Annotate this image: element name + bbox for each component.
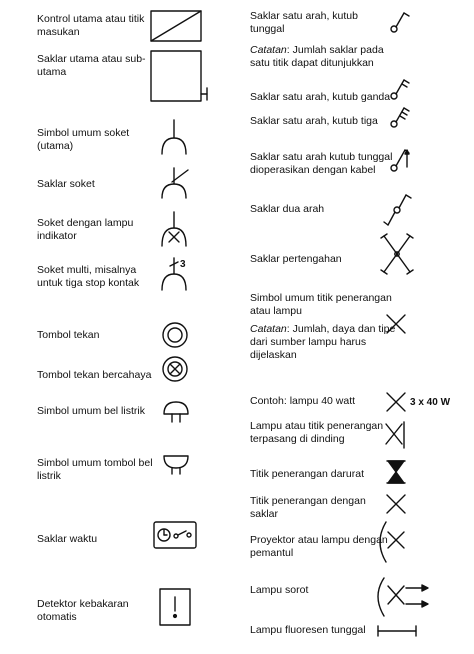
socket-multi-symbol	[160, 256, 196, 292]
wall-lamp-symbol	[384, 420, 410, 452]
push-button-lit-symbol	[162, 355, 188, 383]
note-switch-count-text: : Jumlah saklar pada satu titik dapat ditunjukkan	[250, 44, 384, 69]
intermediate-symbol	[378, 232, 416, 276]
lighting-point-symbol	[384, 312, 408, 336]
example-lamp-symbol	[384, 390, 408, 414]
label-fire-detector: Detektor kebakaran otomatis	[37, 598, 129, 623]
label-emergency: Titik penerangan darurat	[250, 468, 365, 480]
note-switch-count	[250, 44, 384, 70]
label-socket-general: Simbol umum soket (utama)	[37, 127, 130, 152]
lamp-switch-symbol	[384, 492, 408, 516]
socket-multi-count: 3	[180, 259, 186, 270]
label-two-way: Saklar dua arah	[250, 203, 325, 215]
label-socket-multi: Soket multi, misalnya untuk tiga stop kontak	[37, 264, 140, 289]
timer-symbol	[152, 520, 198, 550]
two-way-symbol	[383, 192, 413, 228]
label-buzzer: Simbol umum tombol bel listrik	[37, 457, 153, 482]
label-wall-lamp: Lampu atau titik penerangan terpasang di dinding	[250, 420, 384, 445]
note-lamp-text: : Jumlah, daya dan tipe dari sumber lampu harus dijelaskan	[250, 323, 396, 361]
socket-general-symbol	[160, 118, 190, 156]
label-one-way-single: Saklar satu arah, kutub tunggal	[250, 10, 358, 35]
label-lighting-point: Simbol umum titik penerangan atau lampu	[250, 292, 392, 317]
socket-indicator-symbol	[160, 210, 190, 248]
fire-detector-symbol	[158, 587, 192, 627]
label-bell: Simbol umum bel listrik	[37, 405, 145, 417]
label-intermediate: Saklar pertengahan	[250, 253, 342, 265]
sub-switch-symbol	[150, 50, 210, 102]
one-way-single-symbol	[388, 10, 412, 36]
label-socket-switched: Saklar soket	[37, 178, 95, 190]
label-pull-cord: Saklar satu arah kutub tunggal dioperasikan dengan kabel	[250, 151, 393, 176]
label-example: Contoh: lampu 40 watt	[250, 395, 356, 407]
note-lamp	[250, 323, 395, 362]
buzzer-symbol	[160, 452, 192, 476]
label-timer: Saklar waktu	[37, 533, 98, 545]
label-projector: Proyektor atau lampu dengan pemantul	[250, 534, 388, 559]
label-sub-switch: Saklar utama atau sub- utama	[37, 53, 146, 78]
label-push-button-lit: Tombol tekan bercahaya	[37, 369, 152, 381]
one-way-triple-symbol	[388, 105, 412, 131]
note-label: Catatan	[250, 44, 287, 56]
fluorescent-symbol	[376, 624, 418, 638]
projector-symbol	[374, 518, 410, 566]
push-button-symbol	[162, 320, 188, 350]
socket-switched-symbol	[160, 164, 194, 200]
label-fluorescent: Lampu fluoresen tunggal	[250, 624, 366, 636]
label-one-way-double: Saklar satu arah, kutub ganda	[250, 91, 391, 103]
spotlight-symbol	[374, 574, 432, 620]
one-way-double-symbol	[388, 77, 412, 103]
note-lamp-label: Catatan	[250, 323, 287, 335]
label-socket-indicator: Soket dengan lampu indikator	[37, 217, 134, 242]
main-control-symbol	[150, 10, 202, 42]
label-push-button: Tombol tekan	[37, 329, 100, 341]
label-spotlight: Lampu sorot	[250, 584, 309, 596]
label-one-way-triple: Saklar satu arah, kutub tiga	[250, 115, 378, 127]
emergency-symbol	[385, 459, 407, 485]
pull-cord-symbol	[388, 145, 414, 175]
bell-symbol	[160, 400, 192, 424]
label-main-control: Kontrol utama atau titik masukan	[37, 13, 145, 38]
label-lamp-switch: Titik penerangan dengan saklar	[250, 495, 366, 520]
example-value: 3 x 40 W	[410, 397, 451, 408]
